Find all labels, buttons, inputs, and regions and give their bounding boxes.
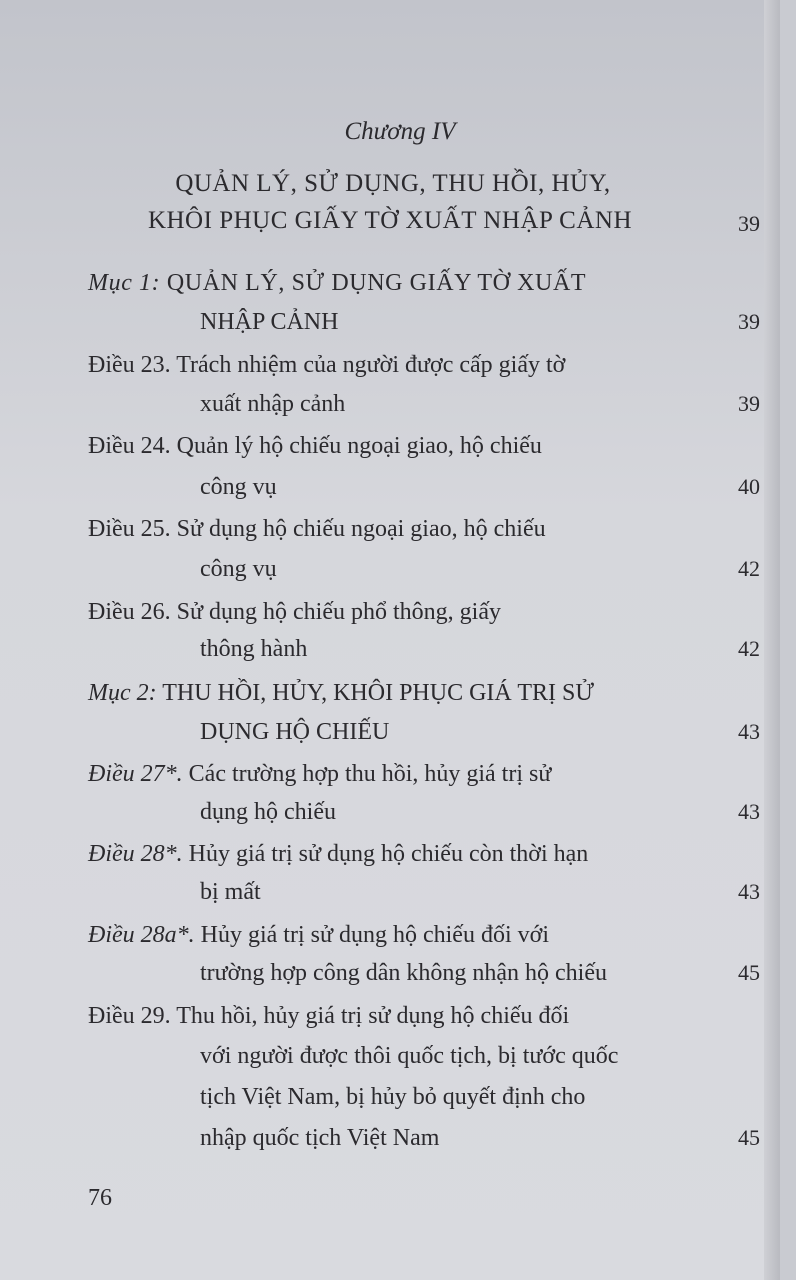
toc-entry-continuation: dụng hộ chiếu (200, 799, 336, 825)
toc-page-number: 42 (738, 556, 760, 581)
toc-entry-line[interactable] (88, 839, 588, 869)
chapter-title-line2: KHÔI PHỤC GIẤY TỜ XUẤT NHẬP CẢNH (147, 207, 633, 234)
toc-entry-line[interactable] (88, 1001, 569, 1031)
toc-page-number: 45 (738, 960, 760, 985)
toc-entry-text: Quản lý hộ chiếu ngoại giao, hộ chiếu (170, 433, 542, 459)
toc-entry-line[interactable] (88, 759, 551, 789)
toc-entry-text: Các trường hợp thu hồi, hủy giá trị sử (182, 761, 552, 787)
toc-entry-line[interactable] (88, 350, 565, 380)
toc-entry-line[interactable] (88, 268, 586, 298)
toc-entry-prefix: Điều 28*. (88, 841, 183, 867)
toc-entry-continuation: thông hành (200, 636, 308, 662)
chapter-page-number: 39 (738, 211, 760, 236)
toc-entry-continuation: công vụ (200, 474, 277, 500)
toc-page-number: 43 (738, 879, 760, 904)
toc-entry-prefix: Điều 28a*. (88, 922, 195, 948)
chapter-label: Chương IV (344, 118, 456, 145)
toc-entry-line[interactable] (88, 678, 594, 708)
toc-entry-prefix: Điều 24. (88, 433, 171, 459)
toc-page-number: 39 (738, 309, 760, 334)
toc-entry-continuation: DỤNG HỘ CHIẾU (200, 719, 390, 745)
toc-entry-prefix: Mục 1: (88, 270, 161, 296)
toc-page-number: 39 (738, 391, 760, 416)
toc-page-number: 45 (738, 1125, 760, 1150)
page-folio-number: 76 (88, 1185, 112, 1211)
toc-entry-line[interactable] (88, 514, 546, 544)
toc-entry-text: THU HỒI, HỦY, KHÔI PHỤC GIÁ TRỊ SỬ (156, 680, 594, 706)
toc-page-number: 42 (738, 636, 760, 661)
toc-entry-continuation: bị mất (200, 879, 261, 905)
toc-entry-continuation: với người được thôi quốc tịch, bị tước quốc (200, 1043, 619, 1069)
toc-entry-continuation: nhập quốc tịch Việt Nam (200, 1125, 440, 1151)
toc-entry-continuation: tịch Việt Nam, bị hủy bỏ quyết định cho (200, 1084, 586, 1110)
toc-entry-text: Trách nhiệm của người được cấp giấy tờ (170, 352, 566, 378)
toc-entry-prefix: Điều 23. (88, 352, 171, 378)
toc-entry-prefix: Mục 2: (88, 680, 157, 706)
toc-entry-text: Sử dụng hộ chiếu phổ thông, giấy (170, 599, 501, 625)
toc-entry-prefix: Điều 25. (88, 516, 171, 542)
toc-entry-text: Thu hồi, hủy giá trị sử dụng hộ chiếu đối (170, 1003, 570, 1029)
toc-entry-text: Hủy giá trị sử dụng hộ chiếu đối với (194, 922, 549, 948)
toc-entry-continuation: xuất nhập cảnh (200, 391, 346, 417)
toc-entry-prefix: Điều 26. (88, 599, 171, 625)
toc-entry-text: Hủy giá trị sử dụng hộ chiếu còn thời hạn (182, 841, 589, 867)
toc-entry-line[interactable] (88, 431, 542, 461)
toc-entry-continuation: trường hợp công dân không nhận hộ chiếu (200, 960, 607, 986)
toc-entry-line[interactable] (88, 920, 549, 950)
toc-entry-text: Sử dụng hộ chiếu ngoại giao, hộ chiếu (170, 516, 546, 542)
toc-page-number: 43 (738, 799, 760, 824)
toc-entry-line[interactable] (88, 597, 501, 627)
chapter-title-line1: QUẢN LÝ, SỬ DỤNG, THU HỒI, HỦY, (175, 170, 611, 197)
toc-entry-continuation: NHẬP CẢNH (200, 309, 339, 335)
toc-entry-prefix: Điều 27*. (88, 761, 183, 787)
toc-entry-text: QUẢN LÝ, SỬ DỤNG GIẤY TỜ XUẤT (160, 270, 587, 296)
toc-page-number: 43 (738, 719, 760, 744)
toc-entry-prefix: Điều 29. (88, 1003, 171, 1029)
toc-entry-continuation: công vụ (200, 556, 277, 582)
toc-page-number: 40 (738, 474, 760, 499)
